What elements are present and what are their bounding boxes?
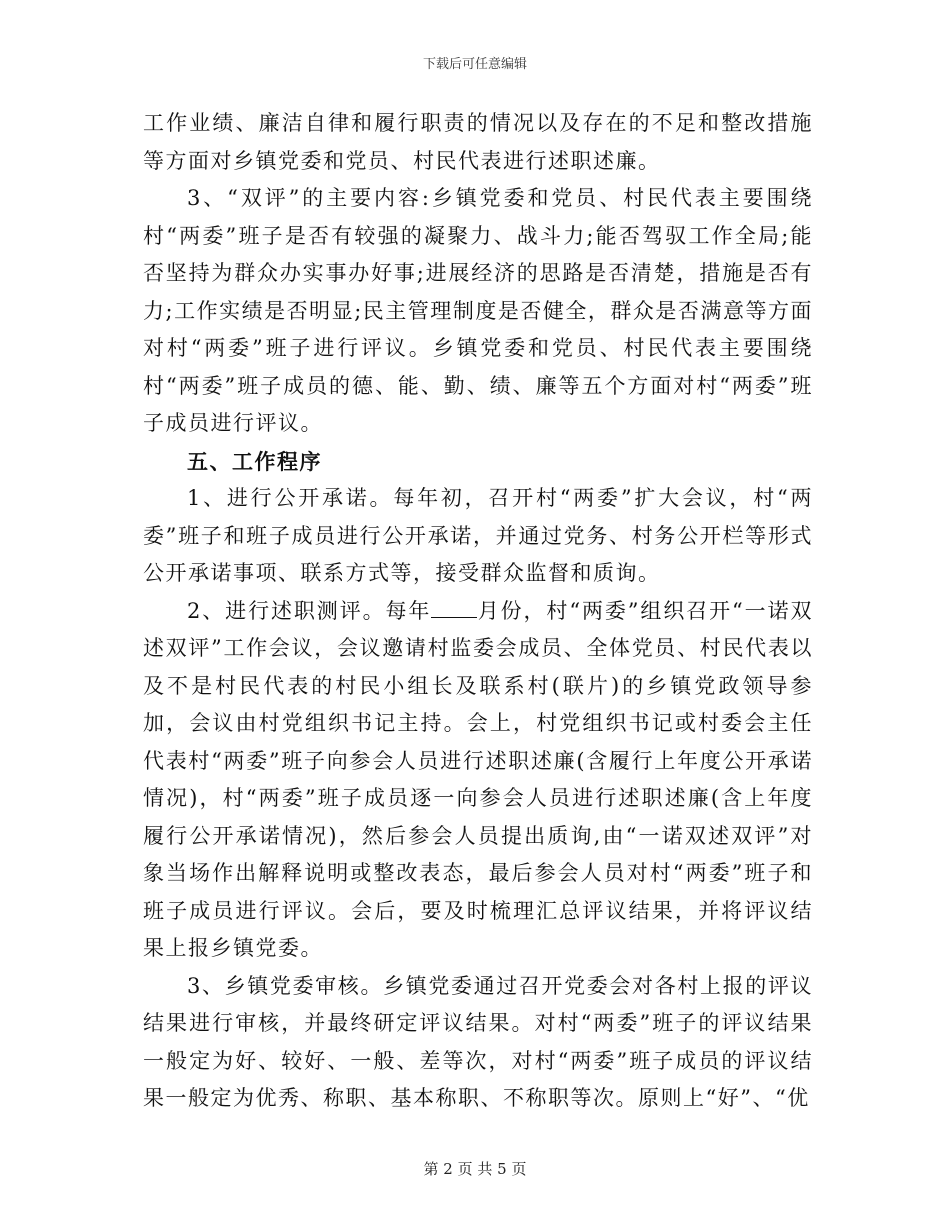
page-number-footer: 第 2 页 共 5 页 [423,1160,527,1178]
paragraph-double-review-content: 3、“双评”的主要内容:乡镇党委和党员、村民代表主要围绕村“两委”班子是否有较强的凝聚力、战斗力;能否驾驭工作全局;能否坚持为群众办实事办好事;进展经济的思路是否清楚，措施是否有力;工作实绩是否明显;民主管理制度是否健全，群众是否满意等方面对村“两委”班子进行评议。乡镇党委和党员、村民代表主要围绕村“两委”班子成员的德、能、勤、绩、廉等五个方面对村“两委”班子成员进行评议。 [143,186,813,435]
paragraph-debriefing-scope: 工作业绩、廉洁自律和履行职责的情况以及存在的不足和整改措施等方面对乡镇党委和党员、村民代表进行述职述廉。 [143,111,813,173]
page-header: 下载后可任意编辑 [422,57,527,72]
section-heading-work-procedure: 五、工作程序 [187,448,322,474]
blank-month-field [431,597,477,618]
paragraph-debriefing-evaluation [143,593,813,968]
document-body [143,105,813,1118]
paragraph-public-commitment: 1、进行公开承诺。每年初，召开村“两委”扩大会议，村“两委”班子和班子成员进行公开承诺，并通过党务、村务公开栏等形式公开承诺事项、联系方式等，接受群众监督和质询。 [143,486,813,585]
paragraph-debriefing-evaluation-start: 2、进行述职测评。每年 [187,598,432,623]
paragraph-township-review: 3、乡镇党委审核。乡镇党委通过召开党委会对各村上报的评议结果进行审核，并最终研定评议结果。对村“两委”班子的评议结果一般定为好、较好、一般、差等次，对村“两委”班子成员的评议结果一般定为优秀、称职、基本称职、不称职等次。原则上“好”、“优 [143,973,813,1110]
paragraph-debriefing-evaluation-rest: 月份，村“两委”组织召开“一诺双述双评”工作会议，会议邀请村监委会成员、全体党员、村民代表以及不是村民代表的村民小组长及联系村(联片)的乡镇党政领导参加，会议由村党组织书记主持。会上，村党组织书记或村委会主任代表村“两委”班子向参会人员进行述职述廉(含履行上年度公开承诺情况)，村“两委”班子成员逐一向参会人员进行述职述廉(含上年度履行公开承诺情况)，然后参会人员提出质询,由“一诺双述双评”对象当场作出解释说明或整改表态，最后参会人员对村“两委”班子和班子成员进行评议。会后，要及时梳理汇总评议结果，并将评议结果上报乡镇党委。 [143,598,813,960]
